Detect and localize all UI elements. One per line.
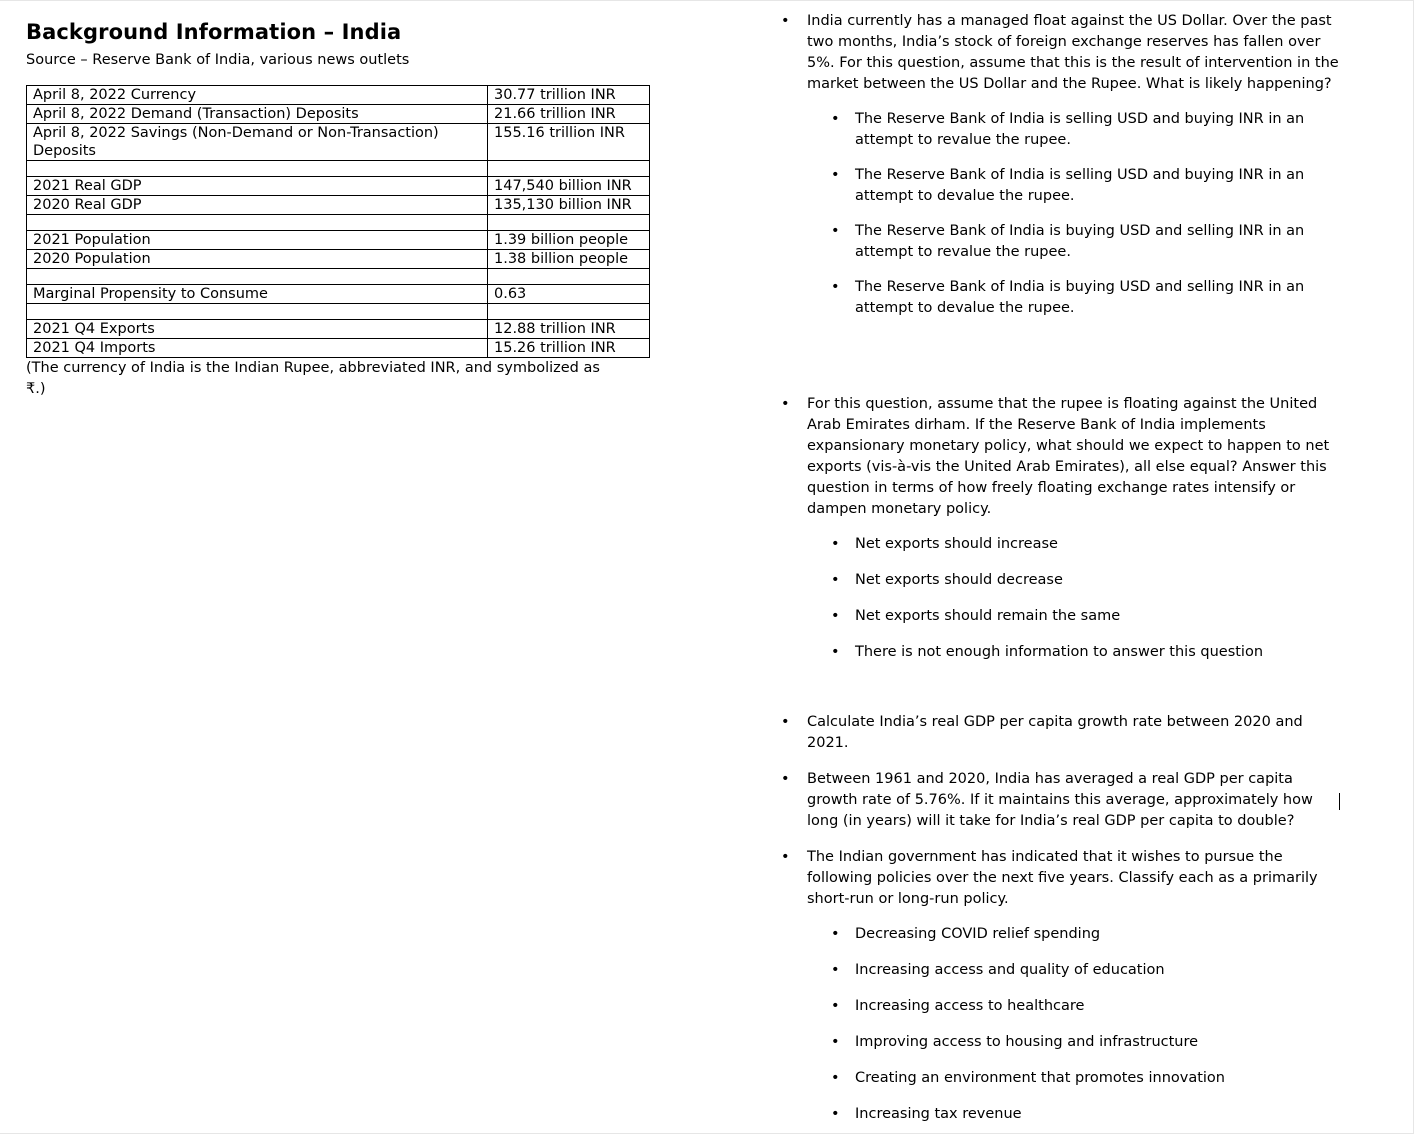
options-list [776, 109, 1376, 319]
option-item[interactable] [831, 996, 1325, 1017]
page-title: Background Information – India [26, 20, 402, 44]
option-label: There is not enough information to answer this question [855, 644, 1264, 660]
table-row [27, 105, 650, 124]
option-item[interactable] [831, 534, 1325, 555]
row-label: 2020 Real GDP [27, 196, 488, 215]
bullet-icon: • [831, 167, 840, 183]
row-label: April 8, 2022 Savings (Non-Demand or Non-Transaction) Deposits [27, 124, 488, 161]
option-item[interactable] [831, 1032, 1325, 1053]
row-label: 2021 Q4 Exports [27, 320, 488, 339]
background-section [26, 18, 666, 400]
row-label: April 8, 2022 Currency [27, 86, 488, 105]
question-3 [776, 712, 1376, 754]
bullet-icon: • [831, 608, 840, 624]
bullet-icon: • [831, 572, 840, 588]
option-item[interactable] [831, 642, 1325, 663]
bullet-icon: • [831, 536, 840, 552]
option-label: Increasing tax revenue [855, 1106, 1022, 1122]
row-label: 2021 Population [27, 231, 488, 250]
row-value: 30.77 trillion INR [488, 86, 650, 105]
row-value: 1.38 billion people [488, 250, 650, 269]
option-item[interactable] [831, 960, 1325, 981]
table-row [27, 320, 650, 339]
table-row [27, 124, 650, 161]
option-item[interactable] [831, 924, 1325, 945]
row-label: 2021 Real GDP [27, 177, 488, 196]
question-1 [776, 11, 1376, 319]
option-item[interactable] [831, 1068, 1325, 1089]
text-cursor [1339, 793, 1340, 810]
bullet-icon: • [831, 223, 840, 239]
row-value: 155.16 trillion INR [488, 124, 650, 161]
table-row [27, 231, 650, 250]
option-item[interactable] [831, 109, 1325, 151]
option-item[interactable] [831, 1104, 1325, 1125]
row-value: 135,130 billion INR [488, 196, 650, 215]
options-list [776, 534, 1376, 663]
table-spacer-row [27, 304, 650, 320]
question-text[interactable] [807, 769, 1342, 832]
question-4 [776, 769, 1376, 832]
row-value: 12.88 trillion INR [488, 320, 650, 339]
option-label: Net exports should increase [855, 536, 1058, 552]
option-item[interactable] [831, 606, 1325, 627]
option-label: The Reserve Bank of India is selling USD and buying INR in an attempt to devalue the rupee. [855, 167, 1305, 204]
bullet-icon: • [831, 1034, 840, 1050]
bullet-icon: • [781, 714, 790, 730]
question-text[interactable]: India currently has a managed float against the US Dollar. Over the past two months, India’s stock of foreign exchange reserves has fallen over 5%. For this question, assume that this is the result of intervention in the market between the US Dollar and the Rupee. What is likely happening? [807, 13, 1339, 92]
option-label: Creating an environment that promotes innovation [855, 1070, 1225, 1086]
option-item[interactable] [831, 165, 1325, 207]
background-table [26, 85, 650, 358]
option-label: Improving access to housing and infrastructure [855, 1034, 1199, 1050]
table-row [27, 86, 650, 105]
bullet-icon: • [831, 962, 840, 978]
bullet-icon: • [831, 926, 840, 942]
option-item[interactable] [831, 570, 1325, 591]
question-text[interactable]: For this question, assume that the rupee is floating against the United Arab Emirates dirham. If the Reserve Bank of India implements expansionary monetary policy, what should we expect to happen to net exports (vis-à-vis the United Arab Emirates), all else equal? Answer this question in terms of how freely floating exchange rates intensify or dampen monetary policy. [807, 396, 1330, 517]
option-label: Decreasing COVID relief spending [855, 926, 1101, 942]
bullet-icon: • [831, 998, 840, 1014]
bullet-icon: • [831, 279, 840, 295]
row-value: 1.39 billion people [488, 231, 650, 250]
option-label: Net exports should remain the same [855, 608, 1121, 624]
row-value: 21.66 trillion INR [488, 105, 650, 124]
source-line: Source – Reserve Bank of India, various news outlets [26, 52, 410, 68]
bullet-icon: • [781, 396, 790, 412]
question-text-body: Between 1961 and 2020, India has averaged a real GDP per capita growth rate of 5.76%. If it maintains this average, approximately how long (in years) will it take for India’s real GDP per capita to double? [807, 771, 1313, 829]
question-text[interactable]: The Indian government has indicated that it wishes to pursue the following policies over the next five years. Classify each as a primarily short-run or long-run policy. [807, 849, 1318, 907]
row-label: 2020 Population [27, 250, 488, 269]
option-label: Increasing access to healthcare [855, 998, 1085, 1014]
option-item[interactable] [831, 221, 1325, 263]
option-label: Net exports should decrease [855, 572, 1063, 588]
bullet-icon: • [781, 771, 790, 787]
table-spacer-row [27, 269, 650, 285]
bullet-icon: • [831, 1070, 840, 1086]
currency-note: (The currency of India is the Indian Rupee, abbreviated INR, and symbolized as ₹.) [26, 360, 600, 397]
table-row [27, 285, 650, 304]
row-value: 147,540 billion INR [488, 177, 650, 196]
option-label: The Reserve Bank of India is selling USD and buying INR in an attempt to revalue the rupee. [855, 111, 1305, 148]
row-value: 15.26 trillion INR [488, 339, 650, 358]
row-label: Marginal Propensity to Consume [27, 285, 488, 304]
table-row [27, 339, 650, 358]
bullet-icon: • [831, 111, 840, 127]
row-label: April 8, 2022 Demand (Transaction) Deposits [27, 105, 488, 124]
bullet-icon: • [831, 644, 840, 660]
table-row [27, 177, 650, 196]
row-label: 2021 Q4 Imports [27, 339, 488, 358]
row-value: 0.63 [488, 285, 650, 304]
bullet-icon: • [781, 849, 790, 865]
question-5 [776, 847, 1376, 1125]
question-2 [776, 394, 1376, 663]
option-label: The Reserve Bank of India is buying USD and selling INR in an attempt to devalue the rupee. [855, 279, 1305, 316]
option-item[interactable] [831, 277, 1325, 319]
table-spacer-row [27, 161, 650, 177]
bullet-icon: • [781, 13, 790, 29]
question-text[interactable]: Calculate India’s real GDP per capita growth rate between 2020 and 2021. [807, 714, 1303, 751]
bullet-icon: • [831, 1106, 840, 1122]
options-list [776, 924, 1376, 1125]
table-row [27, 250, 650, 269]
option-label: Increasing access and quality of education [855, 962, 1165, 978]
option-label: The Reserve Bank of India is buying USD and selling INR in an attempt to revalue the rupee. [855, 223, 1305, 260]
table-row [27, 196, 650, 215]
table-spacer-row [27, 215, 650, 231]
